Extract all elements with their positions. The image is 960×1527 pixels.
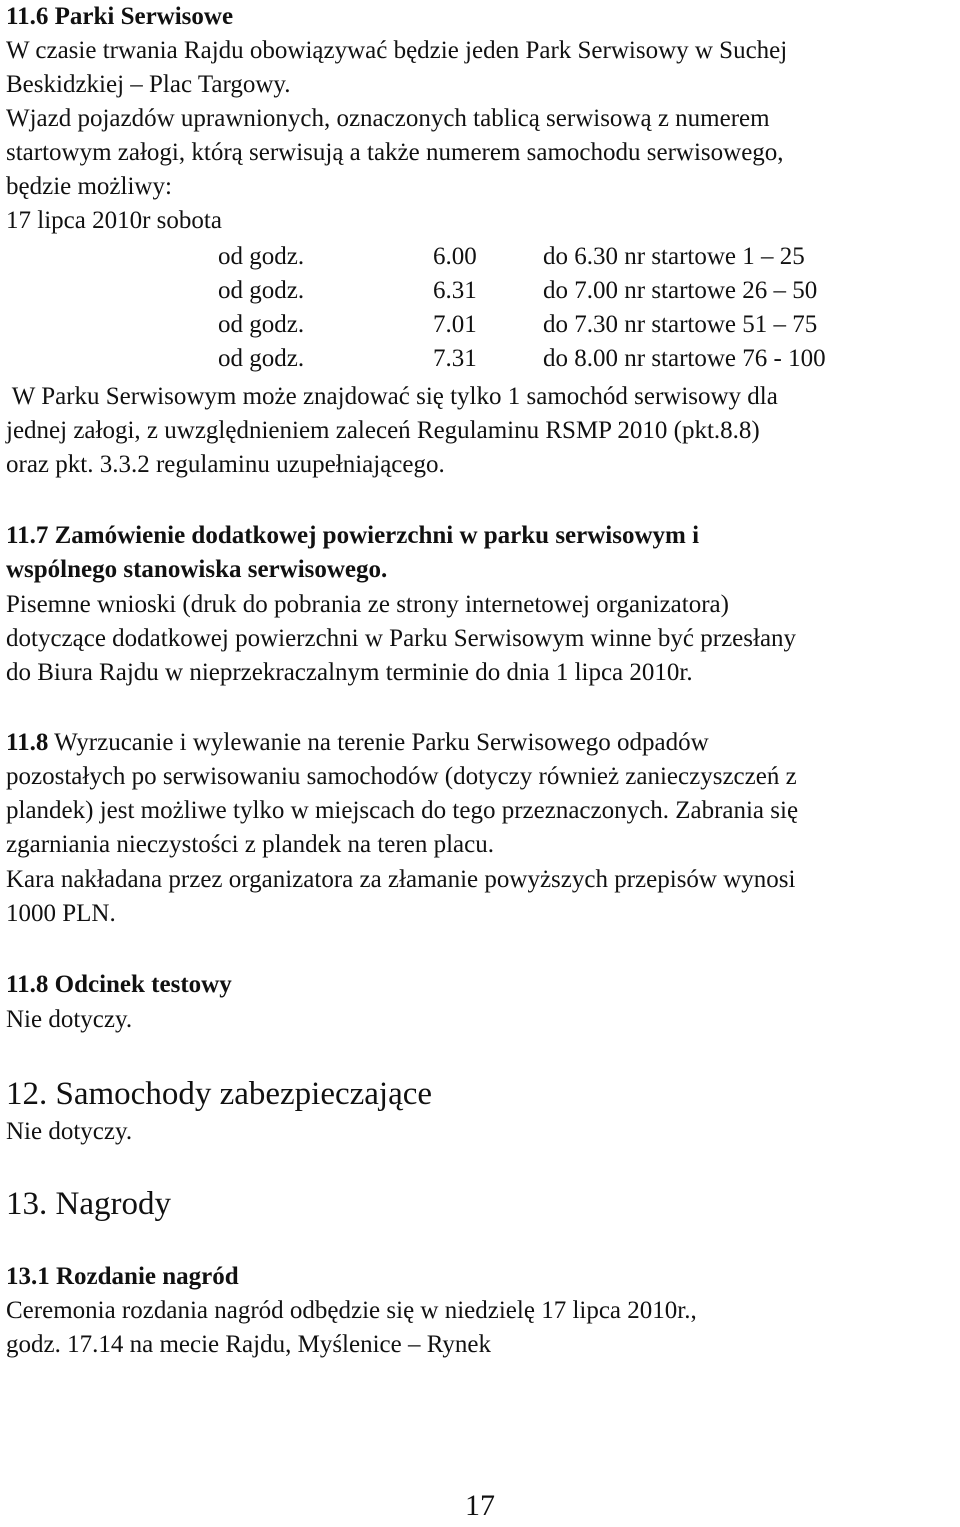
section-11-8-test-text: Nie dotyczy. [6,1006,133,1033]
section-11-6-note: W Parku Serwisowym może znajdować się tylko 1 samochód serwisowy dla [6,383,778,410]
schedule-to-range: do 8.00 nr startowe 76 - 100 [543,345,826,372]
schedule-from-label: od godz. [218,243,305,270]
schedule-from-label: od godz. [218,277,305,304]
section-11-6-line: będzie możliwy: [6,173,172,200]
section-11-8-number: 11.8 [6,729,49,756]
schedule-from-time: 6.00 [433,243,477,270]
section-11-6-heading: 11.6 Parki Serwisowe [6,3,234,30]
section-11-7-line: dotyczące dodatkowej powierzchni w Parku Serwisowym winne być przesłany [6,625,797,652]
section-11-6-line: W czasie trwania Rajdu obowiązywać będzie jeden Park Serwisowy w Suchej [6,37,788,64]
section-12-heading: 12. Samochody zabezpieczające [6,1076,433,1112]
section-11-8-first-line [6,726,709,760]
schedule-from-time: 7.01 [433,311,477,338]
section-11-6-line: Beskidzkiej – Plac Targowy. [6,71,291,98]
section-11-6-line: startowym załogi, którą serwisują a także numerem samochodu serwisowego, [6,139,784,166]
section-13-heading: 13. Nagrody [6,1186,171,1222]
section-11-7-heading: wspólnego stanowiska serwisowego. [6,556,388,583]
schedule-to-range: do 7.30 nr startowe 51 – 75 [543,311,818,338]
schedule-to-range: do 6.30 nr startowe 1 – 25 [543,243,805,270]
section-11-6-note: jednej załogi, z uwzględnieniem zaleceń Regulaminu RSMP 2010 (pkt.8.8) [6,417,760,444]
schedule-row [218,308,938,342]
section-11-6-line: 17 lipca 2010r sobota [6,207,222,234]
schedule-from-time: 7.31 [433,345,477,372]
section-11-6-note: oraz pkt. 3.3.2 regulaminu uzupełniającego. [6,451,445,478]
schedule-row [218,240,938,274]
section-11-8-line: zgarniania nieczystości z plandek na teren placu. [6,831,494,858]
schedule-from-label: od godz. [218,345,305,372]
schedule-from-label: od godz. [218,311,305,338]
section-11-7-line: do Biura Rajdu w nieprzekraczalnym terminie do dnia 1 lipca 2010r. [6,659,693,686]
schedule-row [218,342,938,376]
section-11-8-line: 1000 PLN. [6,900,116,927]
section-11-8-line: pozostałych po serwisowaniu samochodów (dotyczy również zanieczyszczeń z [6,763,797,790]
section-13-1-line: Ceremonia rozdania nagród odbędzie się w niedzielę 17 lipca 2010r., [6,1297,697,1324]
schedule-to-range: do 7.00 nr startowe 26 – 50 [543,277,818,304]
schedule-from-time: 6.31 [433,277,477,304]
section-11-8-test-heading: 11.8 Odcinek testowy [6,971,232,998]
section-12-text: Nie dotyczy. [6,1118,133,1145]
section-11-8-line: Kara nakładana przez organizatora za złamanie powyższych przepisów wynosi [6,866,796,893]
section-11-8-text: Wyrzucanie i wylewanie na terenie Parku Serwisowego odpadów [48,729,709,756]
section-11-7-line: Pisemne wnioski (druk do pobrania ze strony internetowej organizatora) [6,591,729,618]
section-11-8-line: plandek) jest możliwe tylko w miejscach do tego przeznaczonych. Zabrania się [6,797,799,824]
section-13-1-line: godz. 17.14 na mecie Rajdu, Myślenice – Rynek [6,1331,491,1358]
section-13-1-heading: 13.1 Rozdanie nagród [6,1263,239,1290]
section-11-6-line: Wjazd pojazdów uprawnionych, oznaczonych tablicą serwisową z numerem [6,105,770,132]
schedule-row [218,274,938,308]
section-11-7-heading: 11.7 Zamówienie dodatkowej powierzchni w parku serwisowym i [6,522,700,549]
page-number: 17 [465,1489,495,1522]
